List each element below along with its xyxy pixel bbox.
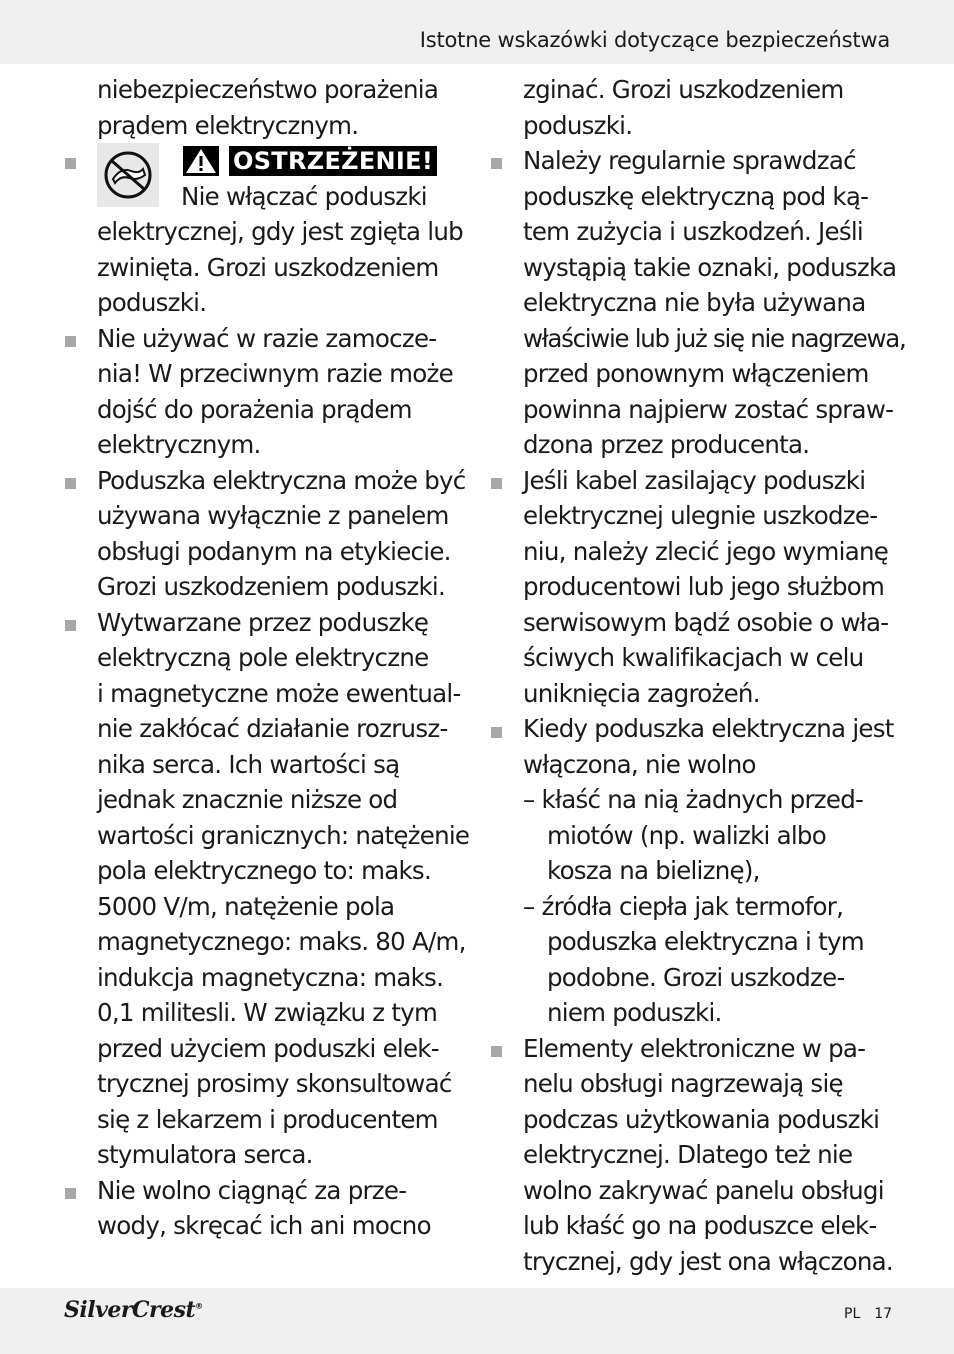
page-number: 17 xyxy=(874,1306,893,1322)
text-line: Należy regularnie sprawdzać xyxy=(523,146,856,175)
bullet-icon xyxy=(491,1046,502,1057)
text-line: wolno zakrywać panelu obsługi xyxy=(523,1175,884,1205)
bullet-icon xyxy=(65,158,76,169)
text-line: jednak znacznie niższe od xyxy=(97,785,398,814)
text-line: Wytwarzane przez poduszkę xyxy=(97,607,429,637)
text-line: miotów (np. walizki albo xyxy=(547,820,826,850)
bullet-icon xyxy=(65,1188,76,1199)
text-line: Kiedy poduszka elektryczna jest xyxy=(523,714,894,743)
warning-label: OSTRZEŻENIE! xyxy=(229,146,437,176)
text-line: niem poduszki. xyxy=(547,998,722,1027)
text-line: stymulatora serca. xyxy=(97,1140,313,1169)
text-line: uniknięcia zagrożeń. xyxy=(523,678,760,708)
text-line: elektryczna nie była używana xyxy=(523,288,866,317)
text-line: ściwych kwalifikacjach w celu xyxy=(523,643,864,672)
text-line: poduszkę elektryczną pod ką- xyxy=(523,181,869,211)
bullet-icon xyxy=(65,336,76,347)
text-line: przed użyciem poduszki elek- xyxy=(97,1033,439,1063)
text-line: obsługi podanym na etykiecie. xyxy=(97,536,451,566)
bullet-icon xyxy=(65,478,76,489)
text-line: elektrycznym. xyxy=(97,430,261,459)
text-line: nelu obsługi nagrzewają się xyxy=(523,1069,843,1098)
text-line: serwisowym bądź osobie o wła- xyxy=(523,607,889,637)
text-line: właściwie lub już się nie nagrzewa, xyxy=(523,323,906,353)
text-line: dzona przez producenta. xyxy=(523,430,810,459)
text-line: niebezpieczeństwo porażenia xyxy=(97,75,439,104)
bullet-icon xyxy=(491,478,502,489)
brand-logo: SilverCrest® xyxy=(64,1297,203,1323)
bullet-icon xyxy=(491,727,502,738)
text-line: wody, skręcać ich ani mocno xyxy=(97,1211,431,1240)
text-line: prądem elektrycznym. xyxy=(97,110,359,140)
language-code: PL xyxy=(844,1306,861,1322)
text-line: Jeśli kabel zasilający poduszki xyxy=(523,465,866,495)
text-line: Nie wolno ciągnąć za prze- xyxy=(97,1175,407,1205)
text-line: magnetycznego: maks. 80 A/m, xyxy=(97,927,466,956)
text-line: poduszka elektryczna i tym xyxy=(547,927,864,956)
text-line: Elementy elektroniczne w pa- xyxy=(523,1033,866,1063)
text-line: powinna najpierw zostać spraw- xyxy=(523,394,894,424)
text-line: zginać. Grozi uszkodzeniem xyxy=(523,75,844,104)
bullet-icon xyxy=(491,158,502,169)
text-line: zwinięta. Grozi uszkodzeniem xyxy=(97,252,439,282)
text-line: pola elektrycznego to: maks. xyxy=(97,856,431,885)
text-line: wartości granicznych: natężenie xyxy=(97,820,470,850)
text-line: Nie włączać poduszki xyxy=(181,181,427,211)
text-line: elektrycznej, gdy jest zgięta lub xyxy=(97,217,463,246)
text-line: – źródła ciepła jak termofor, xyxy=(523,891,844,921)
text-line: indukcja magnetyczna: maks. xyxy=(97,962,444,992)
text-line: Grozi uszkodzeniem poduszki. xyxy=(97,572,445,601)
text-line: lub kłaść go na poduszce elek- xyxy=(523,1211,877,1240)
text-line: przed ponownym włączeniem xyxy=(523,359,869,388)
text-line: kosza na bieliznę), xyxy=(547,856,760,885)
text-line: poduszki. xyxy=(97,288,207,317)
header-title: Istotne wskazówki dotyczące bezpieczeństwa xyxy=(419,28,890,52)
text-line: Nie używać w razie zamocze- xyxy=(97,323,437,353)
bullet-icon xyxy=(65,620,76,631)
text-line: używana wyłącznie z panelem xyxy=(97,501,449,530)
text-line: nie zakłócać działanie rozrusz- xyxy=(97,714,448,743)
text-line: się z lekarzem i producentem xyxy=(97,1104,438,1134)
text-line: i magnetyczne może ewentual- xyxy=(97,678,461,708)
text-line: elektrycznej. Dlatego też nie xyxy=(523,1140,853,1169)
text-line: niu, należy zlecić jego wymianę xyxy=(523,536,889,566)
text-line: podczas użytkowania poduszki xyxy=(523,1104,880,1134)
text-line: Poduszka elektryczna może być xyxy=(97,465,466,495)
text-line: dojść do porażenia prądem xyxy=(97,394,412,424)
no-folding-pictogram-icon xyxy=(97,143,159,207)
text-line: 0,1 militesli. W związku z tym xyxy=(97,998,438,1027)
text-line: wystąpią takie oznaki, poduszka xyxy=(523,252,897,282)
page-header xyxy=(0,0,954,64)
text-line: 5000 V/m, natężenie pola xyxy=(97,891,395,921)
text-line: tem zużycia i uszkodzeń. Jeśli xyxy=(523,217,863,246)
warning-triangle-icon xyxy=(183,146,219,176)
text-line: poduszki. xyxy=(523,110,633,140)
page-info xyxy=(844,1306,892,1322)
text-line: podobne. Grozi uszkodze- xyxy=(547,962,845,992)
text-line: nia! W przeciwnym razie może xyxy=(97,359,453,388)
text-line: trycznej, gdy jest ona włączona. xyxy=(523,1246,893,1276)
text-line: – kłaść na nią żadnych przed- xyxy=(523,785,864,814)
text-line: trycznej prosimy skonsultować xyxy=(97,1069,452,1098)
warning-banner xyxy=(183,146,437,176)
text-line: nika serca. Ich wartości są xyxy=(97,749,400,779)
text-line: elektrycznej ulegnie uszkodze- xyxy=(523,501,878,530)
brand-name: SilverCrest xyxy=(64,1297,196,1323)
text-line: włączona, nie wolno xyxy=(523,749,756,779)
text-line: producentowi lub jego służbom xyxy=(523,572,885,601)
text-line: elektryczną pole elektryczne xyxy=(97,643,429,672)
